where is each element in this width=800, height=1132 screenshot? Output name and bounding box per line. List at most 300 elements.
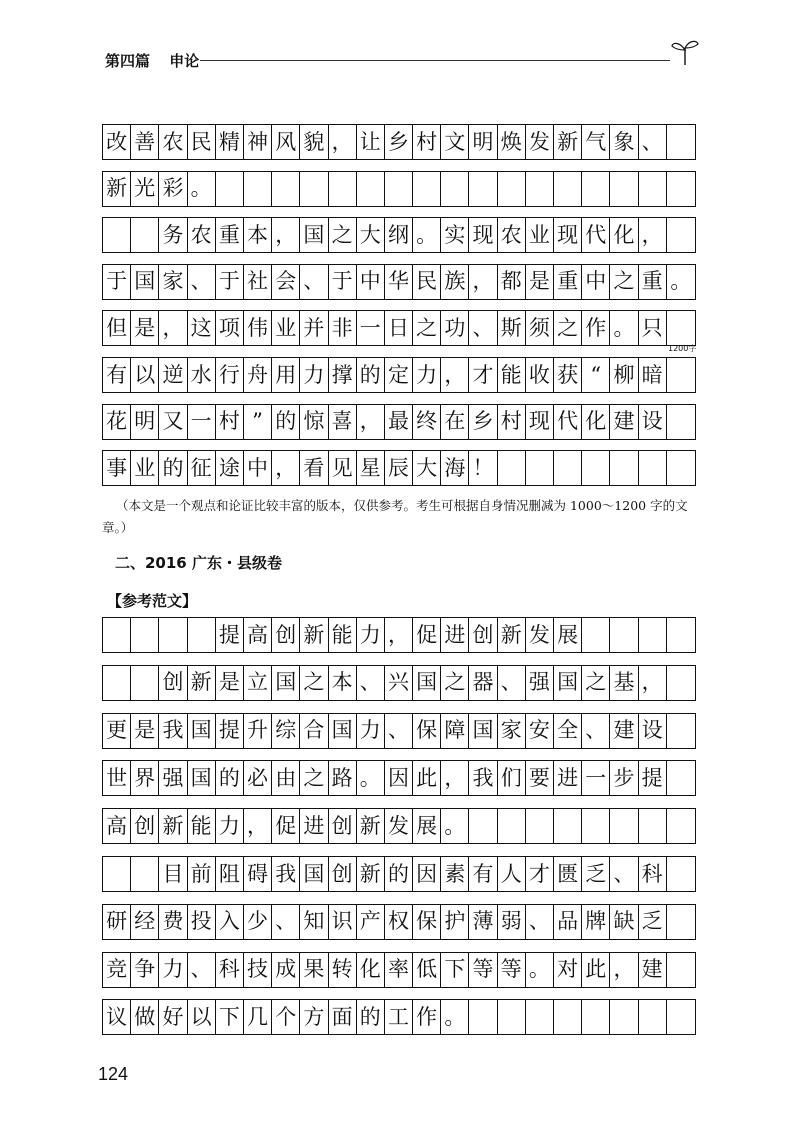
- grid-cell: 兴: [385, 666, 413, 700]
- grid-cell: 之: [441, 666, 469, 700]
- grid-cell: 我: [272, 857, 300, 891]
- grid-cell: 神: [244, 125, 272, 159]
- grid-cell: 识: [329, 905, 357, 939]
- grid-cell: 柳: [610, 358, 638, 392]
- grid-cell: 一: [188, 405, 216, 439]
- grid-cell: [469, 172, 497, 206]
- grid-cell: ，: [159, 311, 187, 345]
- grid-cell: 因: [385, 761, 413, 795]
- grid-cell: [667, 714, 695, 748]
- grid-cell: 强: [526, 666, 554, 700]
- grid-cell: 界: [131, 761, 159, 795]
- grid-cell: 力: [357, 618, 385, 652]
- grid-cell: 强: [159, 761, 187, 795]
- grid-cell: [498, 1000, 526, 1034]
- grid-cell: 现: [469, 218, 497, 252]
- grid-cell: 现: [554, 218, 582, 252]
- grid-cell: 暗: [639, 358, 667, 392]
- grid-cell: [610, 618, 638, 652]
- grid-cell: 惊: [300, 405, 328, 439]
- grid-cell: 本: [329, 666, 357, 700]
- grid-cell: [667, 809, 695, 843]
- grid-cell: 此: [582, 953, 610, 987]
- grid-cell: [582, 451, 610, 485]
- grid-cell: 、: [582, 714, 610, 748]
- grid-cell: 、: [498, 666, 526, 700]
- grid-cell: 经: [131, 905, 159, 939]
- grid-cell: 促: [272, 809, 300, 843]
- grid-cell: 有: [103, 358, 131, 392]
- grid-cell: 让: [357, 125, 385, 159]
- grid-cell: 舟: [244, 358, 272, 392]
- grid-cell: 海: [441, 451, 469, 485]
- grid-cell: 创: [329, 809, 357, 843]
- grid-cell: 是: [216, 666, 244, 700]
- grid-cell: 必: [244, 761, 272, 795]
- grid-cell: 日: [385, 311, 413, 345]
- grid-cell: ，: [639, 218, 667, 252]
- grid-cell: 喜: [329, 405, 357, 439]
- grid-cell: [582, 809, 610, 843]
- grid-cell: 少: [244, 905, 272, 939]
- grid-cell: [526, 451, 554, 485]
- grid-cell: [667, 218, 695, 252]
- grid-cell: 又: [159, 405, 187, 439]
- grid-cell: 下: [216, 1000, 244, 1034]
- grid-cell: [639, 451, 667, 485]
- grid-cell: 家: [498, 714, 526, 748]
- grid-cell: 这: [188, 311, 216, 345]
- grid-cell: 代: [582, 218, 610, 252]
- grid-cell: 都: [498, 265, 526, 299]
- grid-cell: [526, 1000, 554, 1034]
- grid-cell: 国: [188, 761, 216, 795]
- grid-cell: 用: [272, 358, 300, 392]
- grid-cell: 作: [582, 311, 610, 345]
- grid-cell: 最: [385, 405, 413, 439]
- grid-cell: 重: [639, 265, 667, 299]
- grid-cell: 。: [357, 761, 385, 795]
- grid-cell: 文: [441, 125, 469, 159]
- grid-cell: 碍: [244, 857, 272, 891]
- grid-cell: 征: [188, 451, 216, 485]
- grid-cell: 、: [188, 953, 216, 987]
- grid-cell: 保: [413, 714, 441, 748]
- grid-cell: 低: [413, 953, 441, 987]
- grid-cell: [554, 172, 582, 206]
- grid-cell: 创: [469, 618, 497, 652]
- grid-cell: [554, 1000, 582, 1034]
- grid-cell: 由: [272, 761, 300, 795]
- grid-cell: 之: [329, 218, 357, 252]
- grid-cell: 事: [103, 451, 131, 485]
- grid-cell: 见: [329, 451, 357, 485]
- grid-cell: 业: [526, 218, 554, 252]
- grid-cell: 更: [103, 714, 131, 748]
- grid-cell: [582, 172, 610, 206]
- grid-cell: 并: [300, 311, 328, 345]
- grid-cell: 、: [610, 857, 638, 891]
- grid-cell: 作: [413, 1000, 441, 1034]
- grid-cell: 功: [441, 311, 469, 345]
- grid-row: [102, 999, 696, 1035]
- grid-cell: 合: [300, 714, 328, 748]
- grid-cell: 、: [469, 311, 497, 345]
- grid-cell: 投: [188, 905, 216, 939]
- grid-cell: [667, 451, 695, 485]
- grid-cell: [610, 809, 638, 843]
- grid-cell: 设: [639, 405, 667, 439]
- grid-cell: 的: [357, 1000, 385, 1034]
- grid-cell: ，: [272, 451, 300, 485]
- grid-cell: [639, 809, 667, 843]
- grid-cell: 化: [357, 953, 385, 987]
- grid-cell: 改: [103, 125, 131, 159]
- grid-cell: 非: [329, 311, 357, 345]
- grid-cell: 国: [413, 666, 441, 700]
- grid-cell: 牌: [582, 905, 610, 939]
- grid-cell: 等: [498, 953, 526, 987]
- grid-cell: 做: [131, 1000, 159, 1034]
- grid-cell: 明: [469, 125, 497, 159]
- grid-cell: 面: [329, 1000, 357, 1034]
- grid-cell: 世: [103, 761, 131, 795]
- grid-cell: 光: [131, 172, 159, 206]
- grid-cell: [469, 809, 497, 843]
- grid-cell: ，: [272, 218, 300, 252]
- grid-row: [102, 904, 696, 940]
- grid-cell: [667, 857, 695, 891]
- grid-cell: 国: [554, 666, 582, 700]
- grid-cell: 乏: [582, 857, 610, 891]
- grid-cell: 产: [357, 905, 385, 939]
- grid-cell: 设: [639, 714, 667, 748]
- grid-cell: [639, 172, 667, 206]
- grid-cell: 中: [357, 265, 385, 299]
- grid-cell: 撑: [329, 358, 357, 392]
- grid-cell: 中: [244, 451, 272, 485]
- grid-cell: ，: [357, 405, 385, 439]
- grid-cell: 善: [131, 125, 159, 159]
- grid-cell: 建: [610, 714, 638, 748]
- grid-cell: 、: [526, 905, 554, 939]
- grid-cell: [667, 618, 695, 652]
- grid-cell: [385, 172, 413, 206]
- grid-row: [102, 357, 696, 393]
- grid-cell: 新: [357, 857, 385, 891]
- grid-cell: 基: [610, 666, 638, 700]
- grid-cell: 。: [670, 269, 692, 294]
- grid-cell: 化: [610, 218, 638, 252]
- grid-cell: 之: [300, 666, 328, 700]
- grid-cell: 新: [357, 809, 385, 843]
- grid-cell: [498, 451, 526, 485]
- grid-cell: 提: [216, 714, 244, 748]
- grid-cell: 目: [159, 857, 187, 891]
- grid-cell: 是: [131, 311, 159, 345]
- grid-cell: ，: [329, 125, 357, 159]
- grid-cell: 纲: [385, 218, 413, 252]
- grid-cell: 国: [300, 857, 328, 891]
- grid-cell: 力: [300, 358, 328, 392]
- grid-cell: 几: [244, 1000, 272, 1034]
- grid-cell: 们: [498, 761, 526, 795]
- grid-cell: 乏: [639, 905, 667, 939]
- grid-cell: 现: [526, 405, 554, 439]
- grid-cell: 重: [554, 265, 582, 299]
- grid-cell: 象: [610, 125, 638, 159]
- grid-cell: 科: [216, 953, 244, 987]
- grid-cell: ，: [639, 666, 667, 700]
- grid-cell: 之: [554, 311, 582, 345]
- grid-cell: 终: [413, 405, 441, 439]
- grid-cell: 是: [526, 265, 554, 299]
- grid-cell: 。: [526, 953, 554, 987]
- grid-row: [102, 665, 696, 701]
- grid-cell: 民: [188, 125, 216, 159]
- grid-cell: 。: [610, 311, 638, 345]
- grid-cell: [272, 172, 300, 206]
- grid-cell: 途: [216, 451, 244, 485]
- grid-cell: 提: [639, 761, 667, 795]
- grid-cell: 因: [413, 857, 441, 891]
- grid-cell: 我: [469, 761, 497, 795]
- grid-cell: 创: [329, 857, 357, 891]
- grid-row: [102, 264, 696, 300]
- grid-cell: 创: [159, 666, 187, 700]
- grid-cell: 提: [216, 618, 244, 652]
- grid-cell: 国: [272, 666, 300, 700]
- grid-cell: 定: [385, 358, 413, 392]
- grid-row: [102, 171, 696, 207]
- grid-cell: 务: [159, 218, 187, 252]
- grid-cell: 彩: [159, 172, 187, 206]
- grid-cell: 村: [498, 405, 526, 439]
- grid-cell: [667, 953, 695, 987]
- grid-cell: 前: [188, 857, 216, 891]
- grid-cell: 农: [498, 218, 526, 252]
- grid-cell: 一: [357, 311, 385, 345]
- grid-cell: 展: [554, 618, 582, 652]
- grid-cell: 我: [159, 714, 187, 748]
- grid-cell: 。: [413, 218, 441, 252]
- grid-cell: 工: [385, 1000, 413, 1034]
- grid-cell: 建: [639, 953, 667, 987]
- grid-cell: [667, 905, 695, 939]
- grid-cell: 业: [272, 311, 300, 345]
- grid-cell: 的: [272, 405, 300, 439]
- grid-cell: 项: [216, 311, 244, 345]
- grid-cell: 下: [441, 953, 469, 987]
- grid-cell: 此: [413, 761, 441, 795]
- grid-cell: 乡: [469, 405, 497, 439]
- grid-cell: 素: [441, 857, 469, 891]
- grid-cell: ，: [385, 618, 413, 652]
- grid-cell: 行: [216, 358, 244, 392]
- grid-cell: ”: [244, 405, 272, 439]
- grid-cell: [526, 172, 554, 206]
- grid-cell: [469, 1000, 497, 1034]
- grid-cell: [554, 809, 582, 843]
- grid-cell: 技: [244, 953, 272, 987]
- grid-cell: 障: [441, 714, 469, 748]
- grid-cell: [498, 809, 526, 843]
- grid-cell: 升: [244, 714, 272, 748]
- grid-cell: 力: [216, 809, 244, 843]
- grid-cell: [441, 172, 469, 206]
- grid-cell: 新: [188, 666, 216, 700]
- grid-cell: 花: [103, 405, 131, 439]
- grid-cell: [639, 618, 667, 652]
- grid-cell: 村: [413, 125, 441, 159]
- grid-cell: 的: [385, 857, 413, 891]
- grid-cell: 看: [300, 451, 328, 485]
- grid-cell: ，: [610, 953, 638, 987]
- grid-cell: [357, 172, 385, 206]
- grid-cell: ，: [441, 761, 469, 795]
- grid-cell: 方: [300, 1000, 328, 1034]
- grid-cell: 化: [582, 405, 610, 439]
- grid-cell: 品: [554, 905, 582, 939]
- grid-cell: 匮: [554, 857, 582, 891]
- grid-cell: 实: [441, 218, 469, 252]
- grid-cell: 家: [159, 265, 187, 299]
- grid-cell: “: [582, 358, 610, 392]
- grid-row: [102, 404, 696, 440]
- grid-cell: [582, 1000, 610, 1034]
- grid-cell: [667, 172, 695, 206]
- grid-cell: 明: [131, 405, 159, 439]
- grid-cell: 建: [610, 405, 638, 439]
- grid-cell: 科: [639, 857, 667, 891]
- grid-cell: 重: [216, 218, 244, 252]
- grid-cell: 薄: [469, 905, 497, 939]
- grid-cell: [103, 218, 131, 252]
- grid-cell: 逆: [159, 358, 187, 392]
- running-header: [105, 50, 213, 71]
- grid-cell: 的: [357, 358, 385, 392]
- grid-cell: 知: [300, 905, 328, 939]
- grid-cell: [244, 172, 272, 206]
- grid-cell: [554, 451, 582, 485]
- grid-cell: [300, 172, 328, 206]
- grid-cell: 、: [300, 265, 328, 299]
- grid-cell: 一: [582, 761, 610, 795]
- grid-cell: 步: [610, 761, 638, 795]
- grid-cell: 成: [272, 953, 300, 987]
- grid-cell: 、: [385, 714, 413, 748]
- grid-cell: 综: [272, 714, 300, 748]
- grid-cell: 气: [582, 125, 610, 159]
- grid-cell: 议: [103, 1000, 131, 1034]
- grid-cell: 大: [357, 218, 385, 252]
- grid-cell: 率: [385, 953, 413, 987]
- grid-cell: 新: [159, 809, 187, 843]
- grid-cell: 竞: [103, 953, 131, 987]
- grid-cell: 路: [329, 761, 357, 795]
- grid-cell: 新: [498, 618, 526, 652]
- grid-cell: 个: [272, 1000, 300, 1034]
- grid-row: [102, 856, 696, 892]
- grid-cell: 精: [216, 125, 244, 159]
- grid-cell: 族: [441, 265, 469, 299]
- grid-row: [102, 450, 696, 486]
- grid-cell: 人: [498, 857, 526, 891]
- grid-cell: 保: [413, 905, 441, 939]
- grid-cell: 才: [526, 857, 554, 891]
- grid-cell: 费: [159, 905, 187, 939]
- grid-cell: 大: [413, 451, 441, 485]
- grid-cell: 入: [216, 905, 244, 939]
- reference-label: 【参考范文】: [107, 592, 198, 610]
- grid-cell: 水: [188, 358, 216, 392]
- grid-cell: 好: [159, 1000, 187, 1034]
- grid-cell: [582, 618, 610, 652]
- grid-cell: 缺: [610, 905, 638, 939]
- grid-cell: 护: [441, 905, 469, 939]
- grid-cell: 于: [103, 265, 131, 299]
- grid-cell: 但: [103, 311, 131, 345]
- grid-cell: 新: [300, 618, 328, 652]
- grid-cell: 新: [554, 125, 582, 159]
- grid-cell: 、: [188, 265, 216, 299]
- grid-cell: [103, 857, 131, 891]
- grid-cell: 发: [385, 809, 413, 843]
- grid-cell: 转: [329, 953, 357, 987]
- grid-cell: 社: [244, 265, 272, 299]
- grid-cell: 研: [103, 905, 131, 939]
- grid-cell: 斯: [498, 311, 526, 345]
- grid-cell: [639, 1000, 667, 1034]
- grid-cell: [188, 618, 216, 652]
- grid-cell: ，: [469, 265, 497, 299]
- grid-cell: 国: [188, 714, 216, 748]
- grid-cell: [526, 809, 554, 843]
- grid-cell: [667, 761, 695, 795]
- grid-cell: [159, 618, 187, 652]
- grid-cell: 本: [244, 218, 272, 252]
- grid-cell: 国: [131, 265, 159, 299]
- grid-cell: 的: [159, 451, 187, 485]
- grid-cell: 焕: [498, 125, 526, 159]
- grid-cell: 能: [498, 358, 526, 392]
- grid-row: [102, 617, 696, 653]
- grid-cell: 高: [103, 809, 131, 843]
- grid-row: [102, 124, 696, 160]
- grid-cell: 于: [216, 265, 244, 299]
- grid-cell: 要: [526, 761, 554, 795]
- grid-cell: 只: [639, 311, 667, 345]
- grid-cell: ，: [441, 358, 469, 392]
- grid-cell: 之: [413, 311, 441, 345]
- grid-cell: 中: [582, 265, 610, 299]
- grid-cell: 农: [159, 125, 187, 159]
- grid-cell: 发: [526, 618, 554, 652]
- grid-cell: 民: [413, 265, 441, 299]
- grid-cell: 乡: [385, 125, 413, 159]
- grid-cell: 。: [441, 1000, 469, 1034]
- grid-cell: 获: [554, 358, 582, 392]
- grid-cell: 阻: [216, 857, 244, 891]
- page-number: 124: [98, 1064, 129, 1084]
- grid-cell: 辰: [385, 451, 413, 485]
- grid-cell: 是: [131, 714, 159, 748]
- grid-cell: 国: [329, 714, 357, 748]
- grid-cell: 以: [131, 358, 159, 392]
- word-count-marker: 1200字: [668, 344, 697, 353]
- grid-row: [102, 760, 696, 796]
- grid-cell: [610, 1000, 638, 1034]
